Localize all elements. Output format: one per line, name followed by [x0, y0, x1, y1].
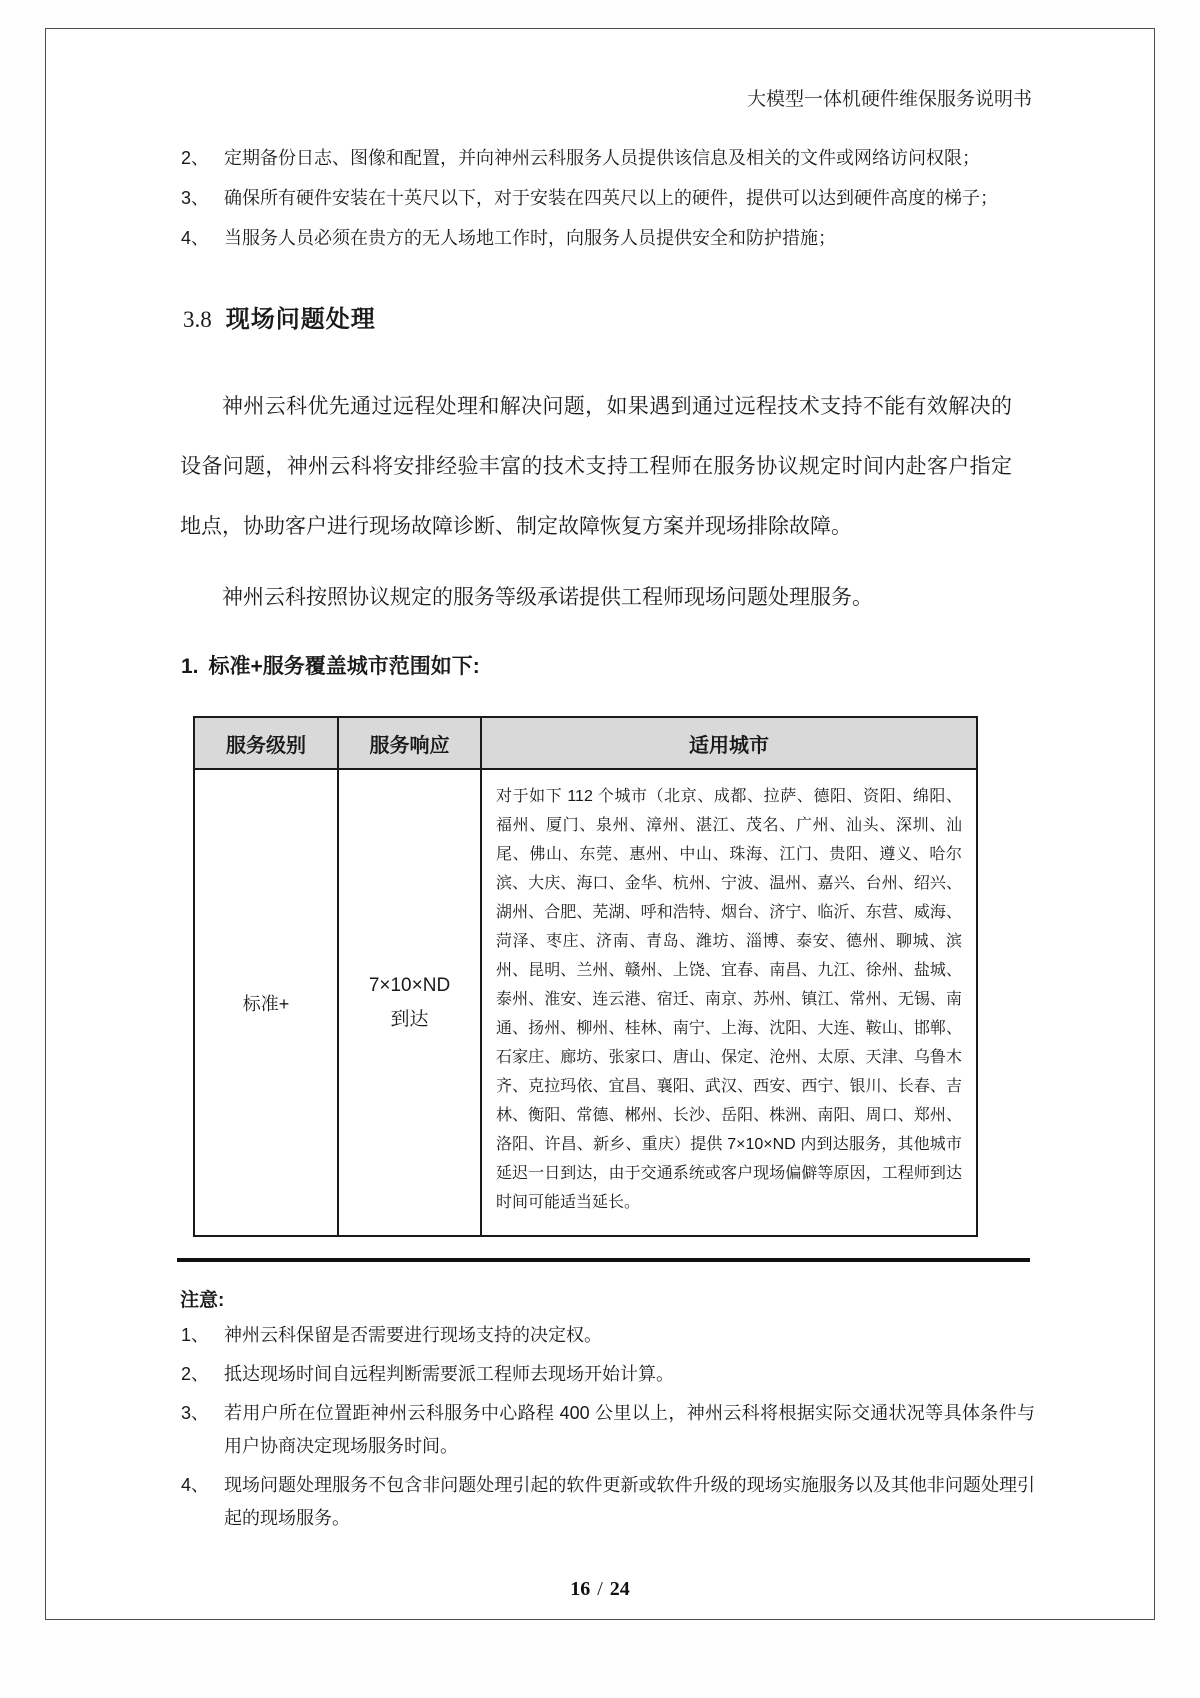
note-item: [181, 1358, 1035, 1391]
list-item-text: 确保所有硬件安装在十英尺以下，对于安装在四英尺以上的硬件，提供可以达到硬件高度的梯子；: [224, 188, 998, 208]
paragraph: 神州云科按照协议规定的服务等级承诺提供工程师现场问题处理服务。: [222, 586, 873, 609]
service-coverage-table: [193, 716, 978, 1237]
list-item-text: 当服务人员必须在贵方的无人场地工作时，向服务人员提供安全和防护措施；: [224, 228, 836, 248]
col-header-service-level: 服务级别: [194, 717, 338, 769]
notes-label: 注意:: [180, 1290, 225, 1311]
note-item: [181, 1469, 1035, 1535]
col-header-service-response: 服务响应: [338, 717, 481, 769]
service-response-line2: 到达: [390, 1008, 429, 1030]
page-number-separator: /: [597, 1578, 603, 1600]
section-number: 3.8: [183, 307, 212, 332]
subheading-number: 1.: [181, 655, 199, 678]
note-item-number: 4、: [181, 1475, 210, 1495]
section-heading: [183, 299, 376, 334]
note-item-number: 3、: [181, 1403, 210, 1423]
note-item-text: 抵达现场时间自远程判断需要派工程师去现场开始计算。: [224, 1364, 674, 1384]
service-response-line1: 7×10×ND: [368, 974, 451, 996]
note-item-number: 2、: [181, 1364, 210, 1384]
list-item-number: 4、: [181, 228, 210, 248]
intro-numbered-list: [181, 146, 1032, 266]
section-title: 现场问题处理: [225, 306, 376, 333]
note-item: [181, 1319, 1035, 1352]
list-item: [181, 186, 1032, 210]
note-item-text: 现场问题处理服务不包含非问题处理引起的软件更新或软件升级的现场实施服务以及其他非问题处理引起的现场服务。: [224, 1475, 1035, 1528]
page-number: 16: [570, 1578, 591, 1600]
note-item-text: 神州云科保留是否需要进行现场支持的决定权。: [224, 1325, 602, 1345]
page-footer: [0, 1578, 1200, 1601]
table-row: [194, 769, 977, 1236]
subheading: [181, 650, 480, 680]
note-item-text: 若用户所在位置距神州云科服务中心路程 400 公里以上，神州云科将根据实际交通状况等具体条件与用户协商决定现场服务时间。: [224, 1403, 1035, 1456]
col-header-applicable-cities: 适用城市: [481, 717, 977, 769]
note-item-number: 1、: [181, 1325, 210, 1345]
cell-applicable-cities: 对于如下 112 个城市（北京、成都、拉萨、德阳、资阳、绵阳、福州、厦门、泉州、漳州、湛江、茂名、广州、汕头、深圳、汕尾、佛山、东莞、惠州、中山、珠海、江门、贵阳、遵义、哈尔滨、大庆、海口、金华、杭州、宁波、温州、嘉兴、台州、绍兴、湖州、合肥、芜湖、呼和浩特、烟台、济宁、临沂、东营、威海、菏泽、枣庄、济南、青岛、潍坊、淄博、泰安、德州、聊城、滨州、昆明、兰州、赣州、上饶、宜春、南昌、九江、徐州、盐城、泰州、淮安、连云港、宿迁、南京、苏州、镇江、常州、无锡、南通、扬州、柳州、桂林、南宁、上海、沈阳、大连、鞍山、邯郸、石家庄、廊坊、张家口、唐山、保定、沧州、太原、天津、乌鲁木齐、克拉玛依、宜昌、襄阳、武汉、西安、西宁、银川、长春、吉林、衡阳、常德、郴州、长沙、岳阳、株洲、南阳、周口、郑州、洛阳、许昌、新乡、重庆）提供 7×10×ND 内到达服务，其他城市延迟一日到达，由于交通系统或客户现场偏僻等原因，工程师到达时间可能适当延长。: [481, 769, 977, 1236]
page-total: 24: [609, 1578, 630, 1600]
paragraph: 神州云科优先通过远程处理和解决问题，如果遇到通过远程技术支持不能有效解决的设备问题，神州云科将安排经验丰富的技术支持工程师在服务协议规定时间内赴客户指定地点，协助客户进行现场故障诊断、制定故障恢复方案并现场排除故障。: [180, 395, 1012, 538]
notes-divider-rule: [177, 1258, 1030, 1262]
list-item: [181, 146, 1032, 170]
list-item: [181, 226, 1032, 250]
note-item: [181, 1397, 1035, 1463]
list-item-number: 2、: [181, 148, 210, 168]
cell-service-response: [338, 769, 481, 1236]
header-title: 大模型一体机硬件维保服务说明书: [746, 89, 1032, 110]
notes-numbered-list: [181, 1319, 1035, 1541]
cell-service-level: 标准+: [194, 769, 338, 1236]
subheading-text: 标准+服务覆盖城市范围如下:: [208, 655, 480, 678]
list-item-text: 定期备份日志、图像和配置，并向神州云科服务人员提供该信息及相关的文件或网络访问权限；: [224, 148, 980, 168]
list-item-number: 3、: [181, 188, 210, 208]
table-header-row: [194, 717, 977, 769]
